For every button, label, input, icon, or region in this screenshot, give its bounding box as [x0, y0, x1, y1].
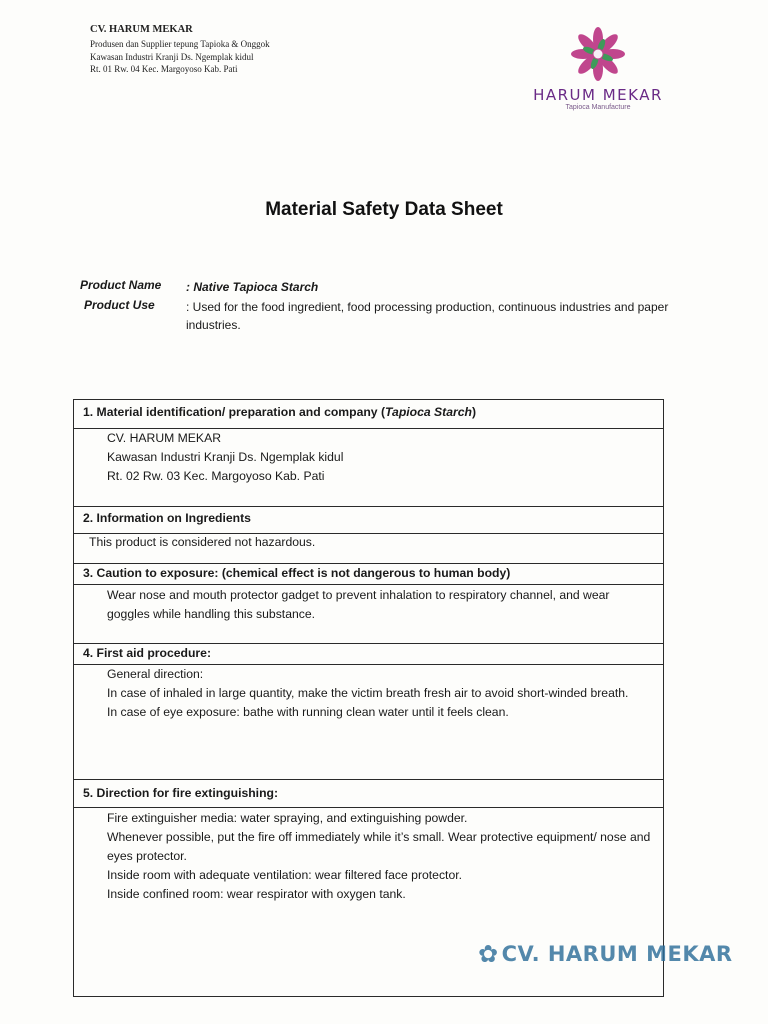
section-4-line: General direction: [107, 667, 204, 681]
section-1-line: Rt. 02 Rw. 03 Kec. Margoyoso Kab. Pati [107, 469, 325, 483]
company-address-rt: Rt. 01 Rw. 04 Kec. Margoyoso Kab. Pati [90, 64, 238, 74]
company-letterhead [90, 24, 270, 76]
company-stamp [478, 940, 733, 968]
section-5-header [74, 779, 663, 808]
section-1-title-end: ) [471, 405, 477, 419]
company-name: CV. HARUM MEKAR [90, 24, 193, 35]
product-use-value: : Used for the food ingredient, food processing production, continuous industries and paper industries. [186, 300, 669, 332]
section-4-body [74, 665, 663, 722]
product-info [80, 278, 680, 336]
section-3-title: 3. Caution to exposure: (chemical effect is not dangerous to human body) [83, 566, 511, 580]
section-5-line: Inside confined room: wear respirator with oxygen tank. [107, 887, 406, 901]
section-2-body [74, 533, 663, 552]
section-5-line: Inside room with adequate ventilation: wear filtered face protector. [107, 868, 462, 882]
section-2-header [74, 506, 663, 534]
product-name-value: : Native Tapioca Starch [186, 280, 319, 294]
product-use-label: Product Use [84, 298, 155, 312]
section-3-body [74, 586, 663, 624]
section-4-line: In case of inhaled in large quantity, make the victim breath fresh air to avoid short-winded breath. [107, 686, 629, 700]
product-name-row [80, 278, 680, 296]
product-name-label: Product Name [80, 278, 162, 292]
logo-tagline: Tapioca Manufacture [565, 104, 631, 111]
company-tagline: Produsen dan Supplier tepung Tapioka & Onggok [90, 39, 270, 49]
section-5-title: 5. Direction for fire extinguishing: [83, 786, 279, 800]
section-3-line: Wear nose and mouth protector gadget to prevent inhalation to respiratory channel, and wear goggles while handling this substance. [107, 588, 610, 621]
section-2-title: 2. Information on Ingredients [83, 511, 251, 525]
section-1-title: 1. Material identification/ preparation and company ( [83, 405, 386, 419]
section-1-title-italic: Tapioca Starch [385, 405, 472, 419]
section-1-header [74, 400, 663, 429]
product-use-row [80, 298, 680, 334]
flower-logo-icon [568, 24, 628, 84]
document-title: Material Safety Data Sheet [265, 199, 503, 220]
company-logo [528, 24, 668, 111]
stamp-text: CV. HARUM MEKAR [501, 942, 733, 966]
flower-icon: ✿ [478, 940, 499, 968]
section-1-body [74, 429, 663, 486]
section-5-line: Whenever possible, put the fire off immediately while it’s small. Wear protective equipment/ nose and eyes protector. [107, 830, 651, 863]
section-1-line: Kawasan Industri Kranji Ds. Ngemplak kidul [107, 450, 344, 464]
section-4-header [74, 643, 663, 665]
section-3-header [74, 563, 663, 585]
section-4-title: 4. First aid procedure: [83, 646, 211, 660]
section-5-line: Fire extinguisher media: water spraying, and extinguishing powder. [107, 811, 468, 825]
section-1-line: CV. HARUM MEKAR [107, 431, 221, 445]
section-2-line: This product is considered not hazardous. [89, 535, 316, 549]
logo-brand-text: HARUM MEKAR [533, 86, 663, 104]
section-4-line: In case of eye exposure: bathe with running clean water until it feels clean. [107, 705, 509, 719]
section-5-body [74, 809, 663, 904]
msds-sections-table [73, 399, 664, 997]
company-address: Kawasan Industri Kranji Ds. Ngemplak kidul [90, 51, 254, 62]
